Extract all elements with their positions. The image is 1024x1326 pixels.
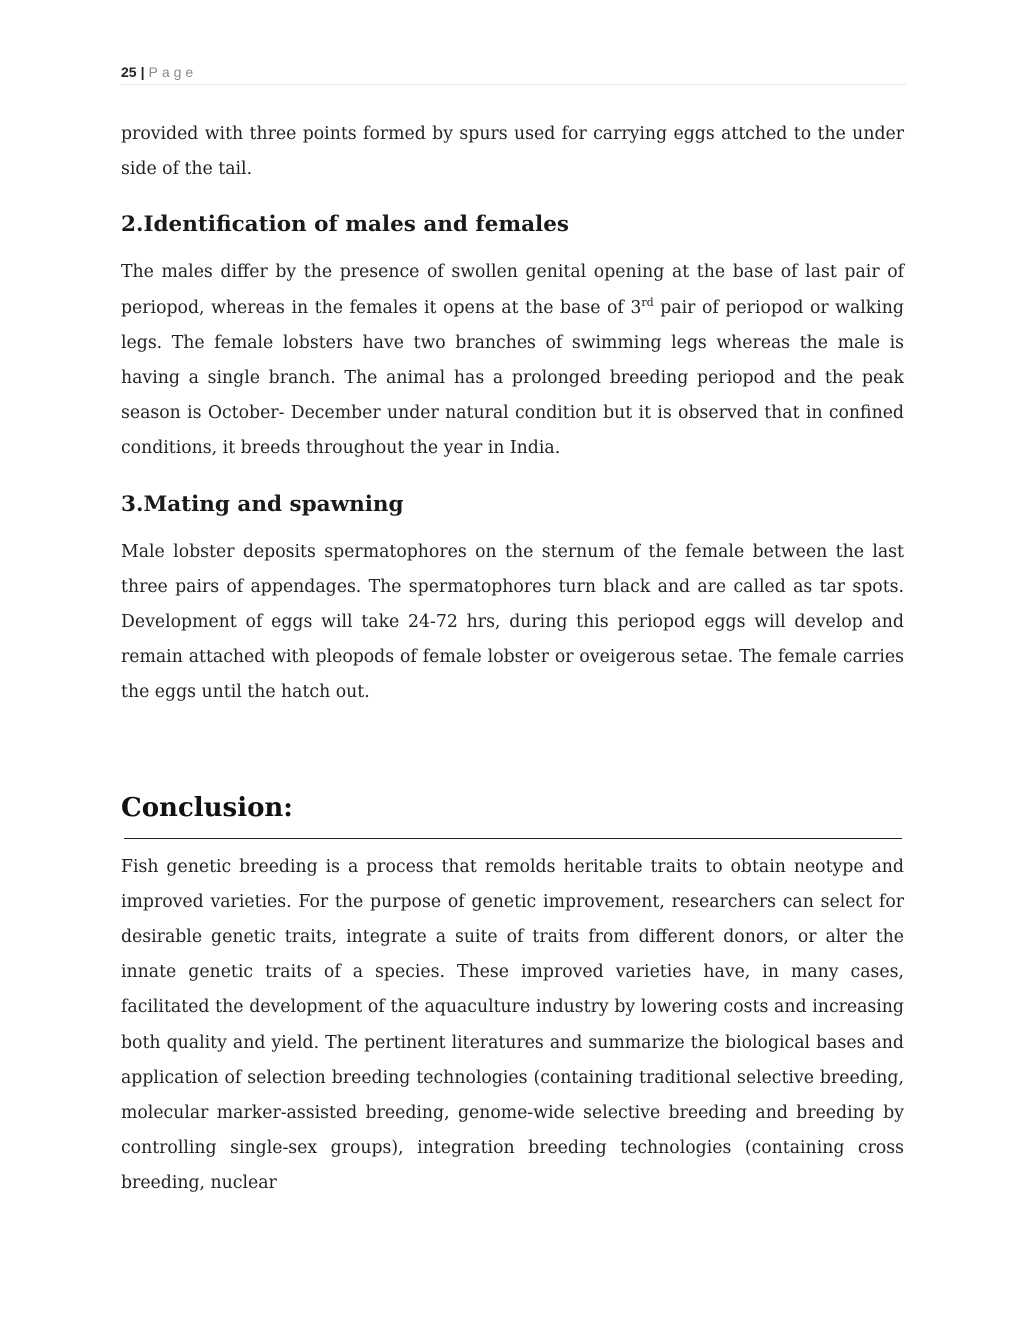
conclusion-paragraph: Fish genetic breeding is a process that remolds heritable traits to obtain neotype and improved varieties. For the purpose of genetic improvement, researchers can select for desirable genetic traits, integrate a suite of traits from different donors, or alter the innate genetic traits of a species. These improved varieties have, in many cases, facilitated the development of the aquaculture industry by lowering costs and increasing both quality and yield. The pertinent literatures and summarize the biological bases and application of selection breeding technologies (containing traditional selective breeding, molecular marker-assisted breeding, genome-wide selective breeding and breeding by controlling single-sex groups), integration breeding technologies (containing cross breeding, nuclear <box>121 856 904 1194</box>
conclusion-heading: Conclusion: <box>121 792 293 823</box>
section-heading-identification: 2.Identification of males and females <box>121 212 569 238</box>
page-number: 25 <box>121 64 137 80</box>
header-separator: | <box>140 64 145 80</box>
conclusion-divider <box>124 838 902 839</box>
section-identification-paragraph <box>121 255 904 466</box>
ordinal-superscript: rd <box>641 295 654 309</box>
page-content <box>121 117 904 1202</box>
page-label: Page <box>148 64 198 80</box>
identification-text-part2: pair of periopod or walking legs. The female lobsters have two branches of swimming legs whereas the male is having a single branch. The animal has a prolonged breeding periopod and the peak season is October- December under natural condition but it is observed that in confined conditions, it breeds throughout the year in India. <box>121 297 904 459</box>
identification-text-part1: The males differ by the presence of swollen genital opening at the base of last pair of periopod, whereas in the females it opens at the base of 3 <box>121 262 904 318</box>
intro-paragraph: provided with three points formed by spurs used for carrying eggs attched to the under side of the tail. <box>121 124 904 180</box>
section-heading-mating: 3.Mating and spawning <box>121 491 404 517</box>
section-mating-paragraph: Male lobster deposits spermatophores on the sternum of the female between the last three pairs of appendages. The spermatophores turn black and are called as tar spots. Development of eggs will take 24-72 hrs, during this periopod eggs will develop and remain attached with pleopods of female lobster or oveigerous setae. The female carries the eggs until the hatch out. <box>121 541 904 703</box>
page-header <box>121 62 906 85</box>
